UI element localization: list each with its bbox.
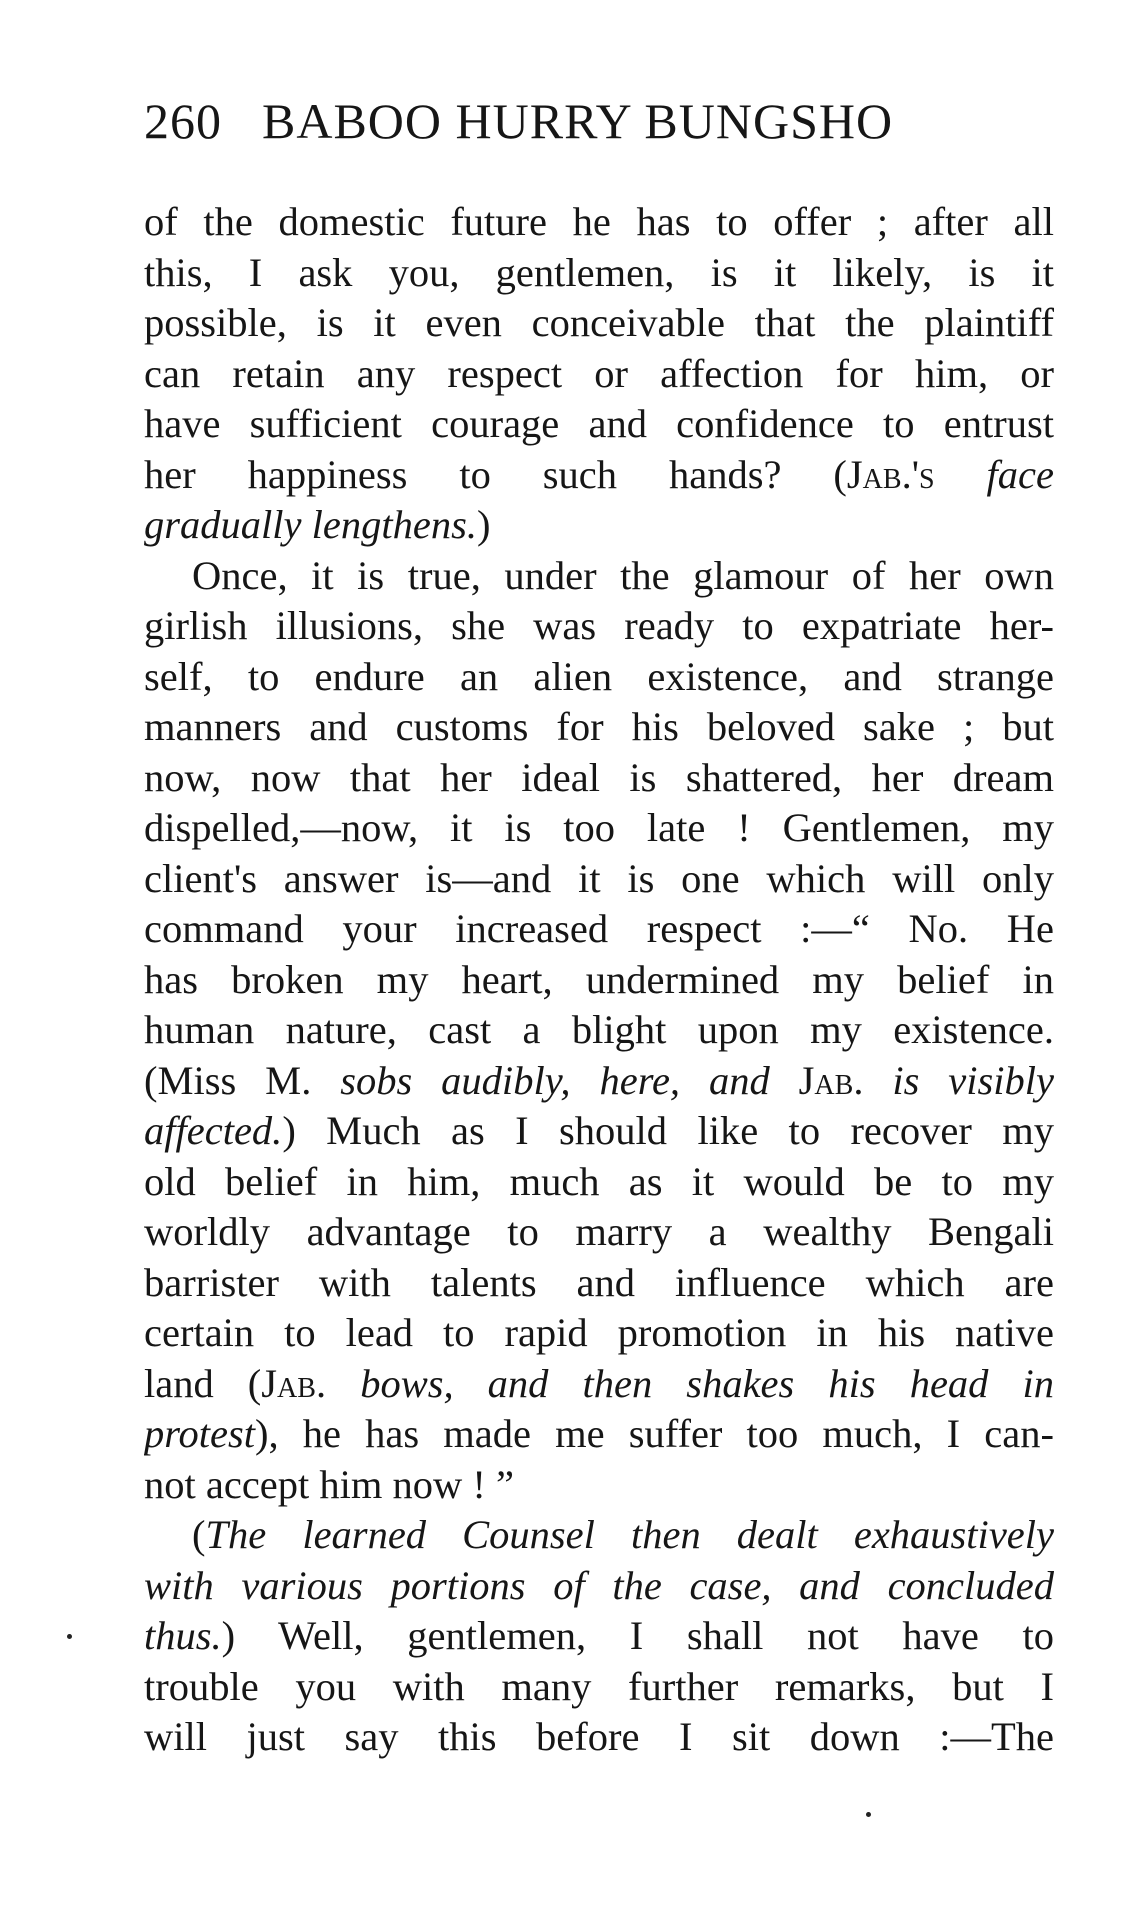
speaker-abbreviation: 's bbox=[911, 451, 935, 497]
text-segment: self, to endure an alien existence, and strange bbox=[144, 653, 1054, 699]
stage-direction: thus. bbox=[144, 1613, 222, 1658]
text-line bbox=[144, 1056, 1054, 1107]
stage-direction: The learned Counsel then dealt exhaustively bbox=[205, 1512, 1054, 1557]
text-segment: now, now that her ideal is shattered, her dream bbox=[144, 754, 1054, 800]
stage-direction: sobs audibly, here, and bbox=[340, 1057, 770, 1103]
text-line bbox=[144, 450, 1054, 501]
text-line bbox=[144, 1712, 1054, 1763]
text-line bbox=[144, 702, 1054, 753]
text-line bbox=[144, 1106, 1054, 1157]
text-segment: have sufficient courage and confidence to entrust bbox=[144, 401, 1054, 446]
text-segment: dispelled,—now, it is too late ! Gentlemen, my bbox=[144, 805, 1054, 850]
text-line bbox=[144, 753, 1054, 804]
stage-direction: with various portions of the case, and concluded bbox=[144, 1562, 1054, 1608]
text-line bbox=[144, 1409, 1054, 1460]
speaker-abbreviation: Jab. bbox=[798, 1057, 864, 1103]
text-segment: girlish illusions, she was ready to expatriate her- bbox=[144, 603, 1054, 648]
text-segment: can retain any respect or affection for him, or bbox=[144, 350, 1054, 396]
running-title: BABOO HURRY BUNGSHO bbox=[262, 93, 894, 149]
speaker-abbreviation: Jab. bbox=[261, 1360, 327, 1406]
text-segment: ) Much as I should like to recover my bbox=[282, 1108, 1054, 1153]
speaker-abbreviation: Jab. bbox=[846, 451, 912, 497]
text-line bbox=[144, 298, 1054, 349]
text-line bbox=[144, 248, 1054, 299]
text-segment: possible, is it even conceivable that the plaintiff bbox=[144, 300, 1054, 345]
text-segment bbox=[935, 452, 987, 497]
text-line bbox=[144, 652, 1054, 703]
text-segment: client's answer is—and it is one which will only bbox=[144, 855, 1054, 901]
text-segment: will just say this before I sit down :—The bbox=[144, 1714, 1054, 1759]
text-segment: worldly advantage to marry a wealthy Bengali bbox=[144, 1209, 1054, 1254]
text-line bbox=[144, 1207, 1054, 1258]
text-segment: trouble you with many further remarks, but I bbox=[144, 1663, 1054, 1709]
text-line bbox=[144, 500, 1054, 551]
stage-direction: is visibly bbox=[892, 1057, 1054, 1103]
text-line bbox=[144, 601, 1054, 652]
text-line bbox=[144, 1510, 1054, 1561]
text-segment: of the domestic future he has to offer ; after all bbox=[144, 199, 1054, 244]
text-segment: ), he has made me suffer too much, I can- bbox=[255, 1411, 1054, 1456]
text-segment: ( bbox=[192, 1512, 206, 1557]
text-line bbox=[144, 904, 1054, 955]
text-segment: Once, it is true, under the glamour of her own bbox=[192, 552, 1054, 598]
text-segment: old belief in him, much as it would be to my bbox=[144, 1158, 1054, 1204]
text-line bbox=[144, 854, 1054, 905]
text-segment: barrister with talents and influence which are bbox=[144, 1259, 1054, 1305]
text-segment bbox=[770, 1058, 799, 1103]
text-segment: human nature, cast a blight upon my existence. bbox=[144, 1007, 1054, 1052]
stage-direction: gradually lengthens. bbox=[144, 502, 477, 547]
page-number: 260 bbox=[144, 93, 222, 149]
text-line bbox=[144, 803, 1054, 854]
text-segment: ) bbox=[476, 502, 491, 547]
text-line bbox=[144, 1157, 1054, 1208]
text-line bbox=[144, 1258, 1054, 1309]
text-line bbox=[144, 1005, 1054, 1056]
text-segment: not accept him now ! ” bbox=[144, 1461, 514, 1507]
text-line bbox=[144, 1359, 1054, 1410]
stage-direction: protest bbox=[144, 1411, 255, 1456]
text-segment: has broken my heart, undermined my belief in bbox=[144, 956, 1054, 1002]
text-segment bbox=[326, 1361, 360, 1406]
text-line bbox=[144, 1611, 1054, 1662]
text-segment: this, I ask you, gentlemen, is it likely, is it bbox=[144, 249, 1054, 295]
text-segment: ) Well, gentlemen, I shall not have to bbox=[221, 1613, 1054, 1658]
print-speck bbox=[67, 1634, 72, 1639]
text-segment: command your increased respect :—“ No. He bbox=[144, 906, 1054, 951]
text-segment: certain to lead to rapid promotion in his native bbox=[144, 1310, 1054, 1355]
stage-direction: face bbox=[986, 451, 1054, 497]
text-line bbox=[144, 349, 1054, 400]
text-line bbox=[144, 1308, 1054, 1359]
text-line bbox=[144, 399, 1054, 450]
text-line bbox=[144, 1561, 1054, 1612]
text-line bbox=[144, 1460, 1054, 1511]
stage-direction: affected. bbox=[144, 1108, 283, 1153]
text-segment: manners and customs for his beloved sake ; but bbox=[144, 704, 1054, 749]
text-line bbox=[144, 551, 1054, 602]
body-text bbox=[144, 197, 1054, 1763]
text-segment: land ( bbox=[144, 1360, 262, 1406]
text-segment: her happiness to such hands? ( bbox=[144, 451, 847, 497]
text-line bbox=[144, 955, 1054, 1006]
text-line bbox=[144, 1662, 1054, 1713]
stage-direction: bows, and then shakes his head in bbox=[360, 1360, 1054, 1406]
text-line bbox=[144, 197, 1054, 248]
running-header bbox=[144, 92, 893, 150]
text-segment: (Miss M. bbox=[144, 1057, 341, 1103]
text-segment bbox=[863, 1058, 892, 1103]
print-speck bbox=[866, 1812, 871, 1817]
